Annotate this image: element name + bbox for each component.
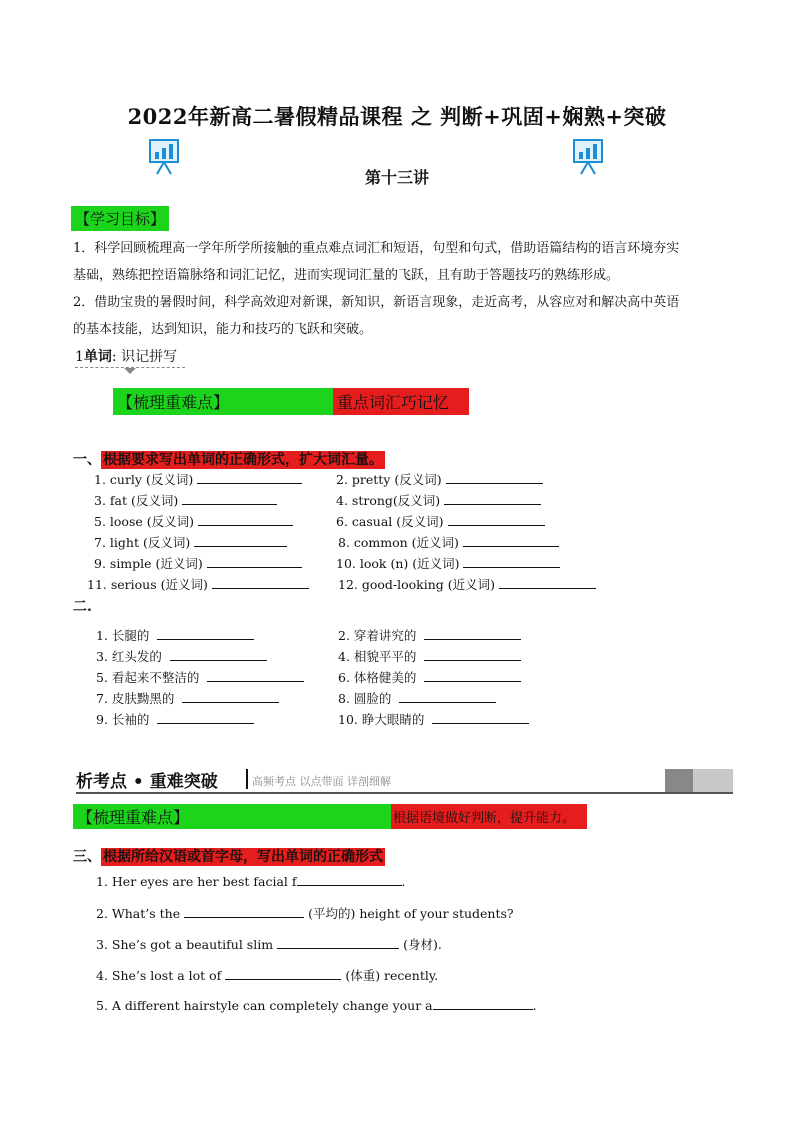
section-2-heading: 二. — [73, 599, 92, 615]
section-bar-2 — [73, 804, 587, 829]
vocab-heading — [75, 346, 177, 366]
section-3-heading — [73, 846, 385, 866]
bar-green-label: 【梳理重难点】 — [113, 388, 333, 415]
list-item: 6. 体格健美的 — [338, 668, 521, 686]
list-item: 6. casual (反义词) — [336, 512, 545, 530]
list-item: 7. light (反义词) — [94, 533, 287, 551]
question-item: 1. Her eyes are her best facial f . — [96, 874, 406, 889]
list-item: 2. pretty (反义词) — [336, 470, 543, 488]
list-item: 8. 圆脸的 — [338, 689, 496, 707]
section-1-text: 根据要求写出单词的正确形式，扩大词汇量。 — [103, 452, 383, 468]
list-item: 9. simple (近义词) — [94, 554, 302, 572]
list-item: 5. 看起来不整洁的 — [96, 668, 304, 686]
bar-red-label: 重点词汇巧记忆 — [333, 388, 469, 415]
section-header-subtitle: 高频考点 以点带面 详剖细解 — [252, 775, 391, 788]
list-item: 4. 相貌平平的 — [338, 647, 521, 665]
list-item: 3. fat (反义词) — [94, 491, 277, 509]
list-item: 1. 长腿的 — [96, 626, 254, 644]
list-item: 11. serious (近义词) — [87, 575, 309, 593]
section-3-prefix: 三、 — [73, 849, 101, 865]
bar-green-label: 【梳理重难点】 — [73, 804, 391, 829]
header-separator — [246, 769, 248, 789]
question-item: 4. She’s lost a lot of (体重) recently. — [96, 968, 439, 983]
caret-down-icon — [124, 368, 136, 374]
question-item: 3. She’s got a beautiful slim (身材). — [96, 937, 442, 952]
list-item: 4. strong(反义词) — [336, 491, 541, 509]
header-block-light — [693, 769, 733, 792]
vocab-word: 单词 — [83, 349, 112, 365]
objectives-label: 【学习目标】 — [71, 206, 169, 231]
section-3-text: 根据所给汉语或首字母，写出单词的正确形式 — [103, 849, 383, 865]
list-item: 8. common (近义词) — [338, 533, 559, 551]
list-item: 10. 睁大眼睛的 — [338, 710, 529, 728]
objectives-text — [73, 235, 733, 343]
lecture-number: 第十三讲 — [364, 168, 429, 187]
question-item: 5. A different hairstyle can completely change your a . — [96, 998, 537, 1013]
section-bar-1 — [113, 388, 469, 415]
list-item: 12. good-looking (近义词) — [338, 575, 596, 593]
page-title: 2022年新高二暑假精品课程 之 判断+巩固+娴熟+突破 — [127, 104, 667, 129]
list-item: 1. curly (反义词) — [94, 470, 302, 488]
objective-2-line-2: 的基本技能，达到知识，能力和技巧的飞跃和突破。 — [73, 322, 373, 337]
section-header-title: 析考点 • 重难突破 — [76, 772, 218, 792]
vocab-rest: : 识记拼写 — [111, 349, 178, 365]
objective-1-line-2: 基础，熟练把控语篇脉络和词汇记忆，进而实现词汇量的飞跃，且有助于答题技巧的熟练形成。 — [73, 268, 620, 283]
question-item: 2. What’s the (平均的) height of your students? — [96, 906, 514, 921]
vocab-num: 1 — [75, 349, 84, 365]
section-1-heading — [73, 449, 385, 469]
objective-1-line-1: 1．科学回顾梳理高一学年所学所接触的重点难点词汇和短语，句型和句式，借助语篇结构的语言环境夯实 — [73, 241, 680, 256]
header-block-dark — [665, 769, 693, 792]
list-item: 5. loose (反义词) — [94, 512, 293, 530]
list-item: 2. 穿着讲究的 — [338, 626, 521, 644]
list-item: 3. 红头发的 — [96, 647, 267, 665]
list-item: 9. 长袖的 — [96, 710, 254, 728]
bar-red-label: 根据语境做好判断，提升能力。 — [391, 804, 587, 829]
list-item: 10. look (n) (近义词) — [336, 554, 560, 572]
section-1-prefix: 一、 — [73, 452, 101, 468]
section-header — [76, 767, 733, 794]
objective-2-line-1: 2．借助宝贵的暑假时间，科学高效迎对新课，新知识，新语言现象，走近高考，从容应对和解决高中英语 — [73, 295, 680, 310]
list-item: 7. 皮肤黝黑的 — [96, 689, 279, 707]
